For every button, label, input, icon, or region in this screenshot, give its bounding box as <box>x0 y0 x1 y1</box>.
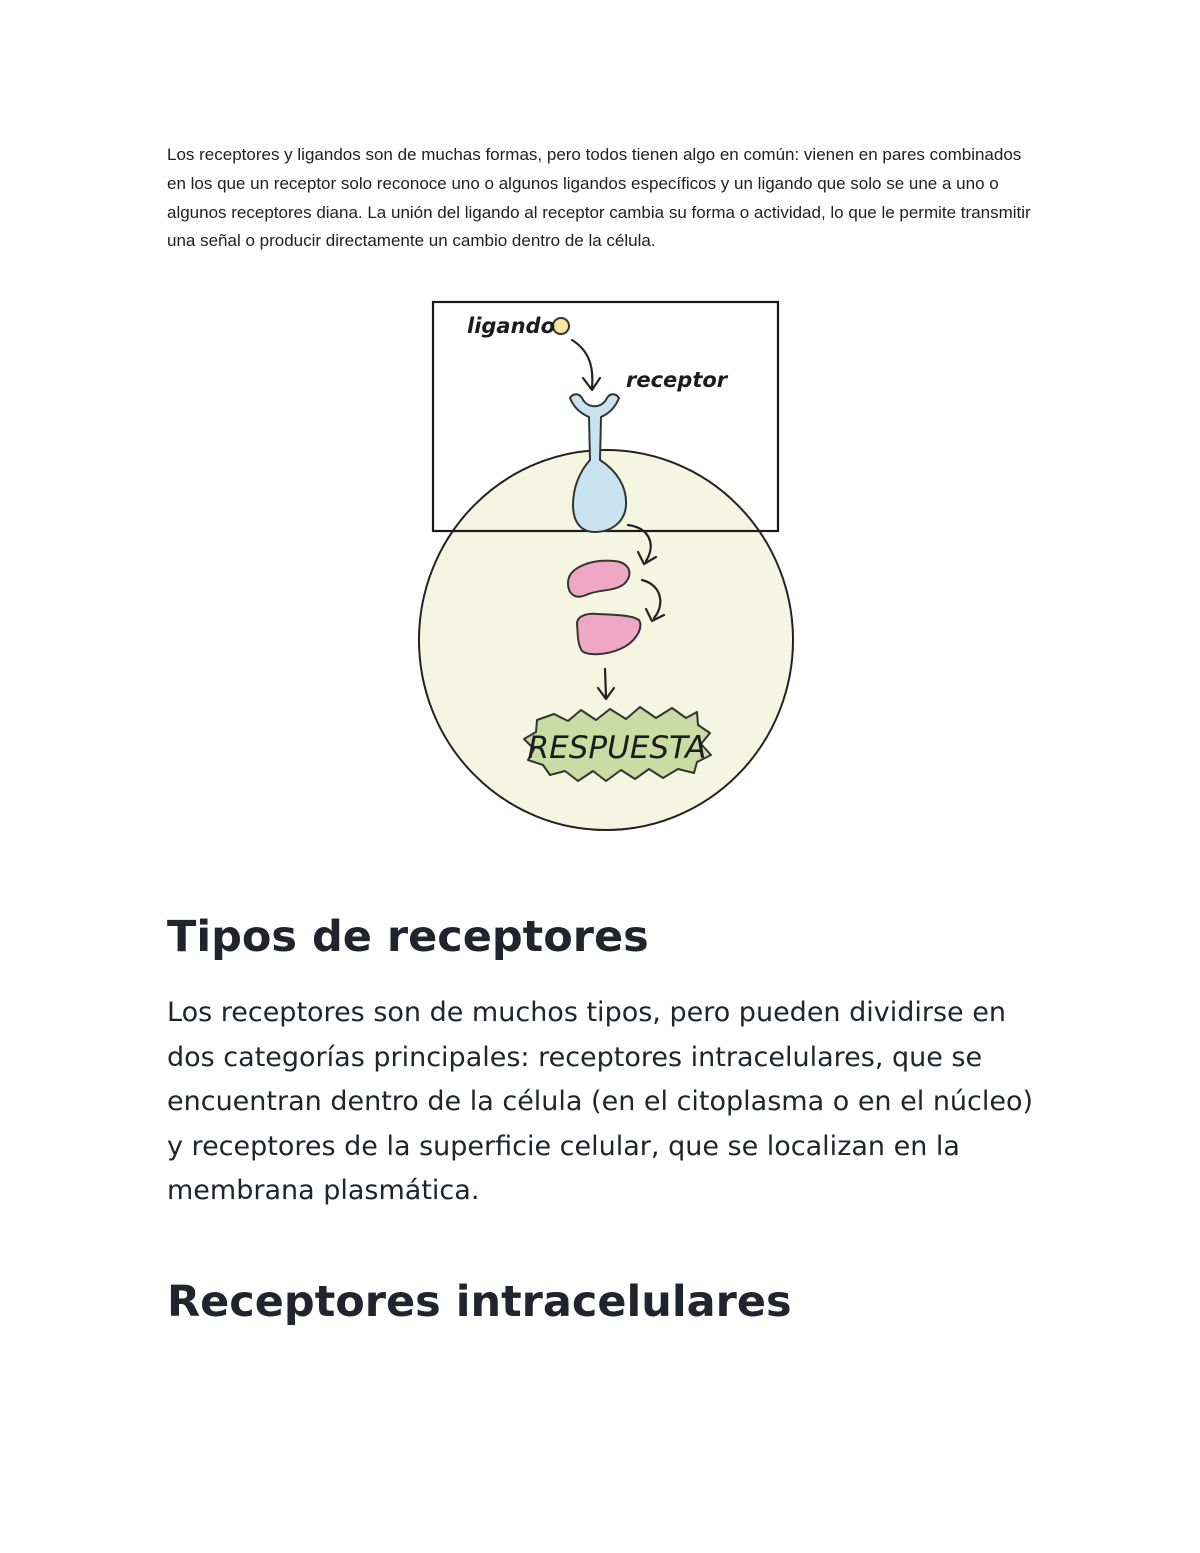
response-label: RESPUESTA <box>527 730 707 766</box>
signaling-figure <box>410 295 810 840</box>
response-arrow <box>605 669 606 697</box>
section-heading-types: Tipos de receptores <box>167 912 649 962</box>
section-paragraph-types: Los receptores son de muchos tipos, pero pueden dividirse en dos categorías principales: receptores intracelulares, que se encuentran dentro de la célula (en el citoplasma o en el núcleo) y receptores de la superficie celular, que se localizan en la membrana plasmática. <box>167 997 1034 1206</box>
ligand-label: ligando <box>467 314 556 338</box>
intro-paragraph: Los receptores y ligandos son de muchas formas, pero todos tienen algo en común: vienen en pares combinados en los que un receptor solo reconoce uno o algunos ligandos específicos y un ligando que solo se une a uno o algunos receptores diana. La unión del ligando al receptor cambia su forma o actividad, lo que le permite transmitir una señal o producir directamente un cambio dentro de la célula. <box>167 145 1031 251</box>
signaling-diagram <box>410 295 810 840</box>
ligand-icon <box>553 318 569 334</box>
section-heading-intracellular: Receptores intracelulares <box>167 1277 792 1327</box>
receptor-label: receptor <box>626 368 728 392</box>
binding-arrow <box>572 340 592 387</box>
